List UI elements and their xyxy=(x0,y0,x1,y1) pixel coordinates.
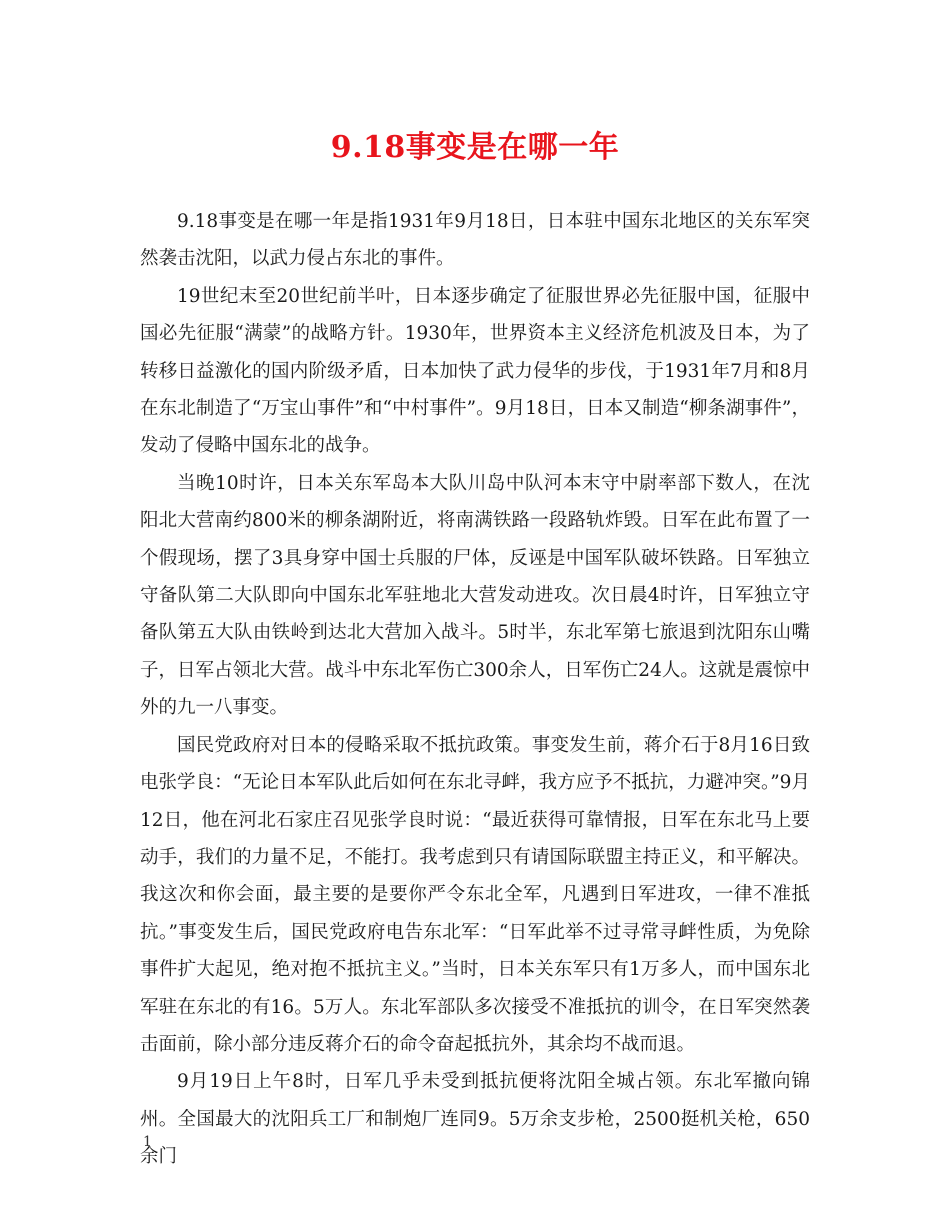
paragraph-2: 19世纪末至20世纪前半叶，日本逐步确定了征服世界必先征服中国，征服中国必先征服“满蒙”的战略方针。1930年，世界资本主义经济危机波及日本，为了转移日益激化的国内阶级矛盾，日本加快了武力侵华的步伐，于1931年7月和8月在东北制造了“万宝山事件”和“中村事件”。9月18日，日本又制造“柳条湖事件”，发动了侵略中国东北的战争。 xyxy=(140,285,810,457)
document-title: 9.18事变是在哪一年 xyxy=(330,130,620,165)
paragraph-3: 当晚10时许，日本关东军岛本大队川岛中队河本末守中尉率部下数人，在沈阳北大营南约800米的柳条湖附近，将南满铁路一段路轨炸毁。日军在此布置了一个假现场，摆了3具身穿中国士兵服的尸体，反诬是中国军队破坏铁路。日军独立守备队第二大队即向中国东北军驻地北大营发动进攻。次日晨4时许，日军独立守备队第五大队由铁岭到达北大营加入战斗。5时半，东北军第七旅退到沈阳东山嘴子，日军占领北大营。战斗中东北军伤亡300余人，日军伤亡24人。这就是震惊中外的九一八事变。 xyxy=(140,472,810,719)
document-body xyxy=(140,203,810,1176)
paragraph-1: 9.18事变是在哪一年是指1931年9月18日，日本驻中国东北地区的关东军突然袭击沈阳，以武力侵占东北的事件。 xyxy=(140,211,810,270)
page-number: 1 xyxy=(143,1134,152,1150)
paragraph-5: 9月19日上午8时，日军几乎未受到抵抗便将沈阳全城占领。东北军撤向锦州。全国最大的沈阳兵工厂和制炮厂连同9。5万余支步枪，2500挺机关枪，650余门 xyxy=(140,1071,810,1168)
paragraph-4: 国民党政府对日本的侵略采取不抵抗政策。事变发生前，蒋介石于8月16日致电张学良：“无论日本军队此后如何在东北寻衅，我方应予不抵抗，力避冲突。”9月12日，他在河北石家庄召见张学良时说：“最近获得可靠情报，日军在东北马上要动手，我们的力量不足，不能打。我考虑到只有请国际联盟主持正义，和平解决。我这次和你会面，最主要的是要你严令东北全军，凡遇到日军进攻，一律不准抵抗。”事变发生后，国民党政府电告东北军：“日军此举不过寻常寻衅性质，为免除事件扩大起见，绝对抱不抵抗主义。”当时，日本关东军只有1万多人，而中国东北军驻在东北的有16。5万人。东北军部队多次接受不准抵抗的训令，在日军突然袭击面前，除小部分违反蒋介石的命令奋起抵抗外，其余均不战而退。 xyxy=(140,734,810,1055)
